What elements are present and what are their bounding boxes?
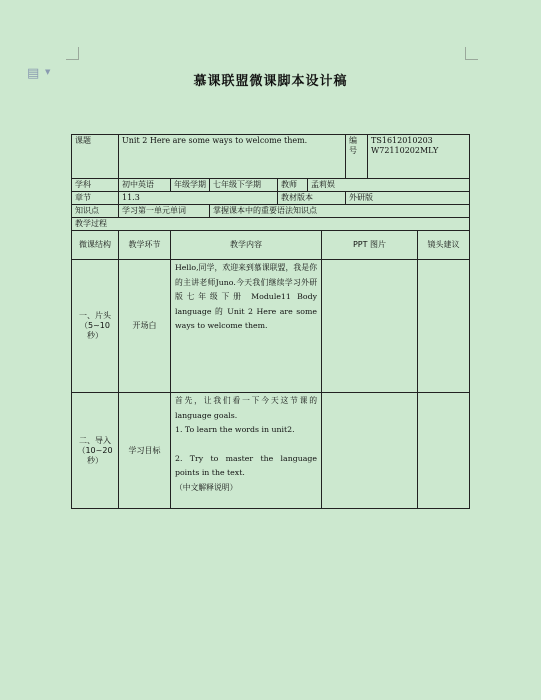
document-icon[interactable]: ▤ ▼ bbox=[27, 66, 51, 81]
row2-ppt bbox=[322, 393, 418, 509]
table-row bbox=[72, 205, 470, 218]
row1-step: 开场白 bbox=[119, 260, 171, 393]
row1-structure-line2: （5~10 bbox=[80, 321, 110, 330]
row1-content: Hello,同学，欢迎来到慕课联盟，我是你的主讲老师Juno.今天我们继续学习外研版七年级下册 Module11 Body language 的 Unit 2 Here are some ways to welcome them. bbox=[171, 260, 322, 393]
process-label: 教学过程 bbox=[72, 218, 470, 231]
row2-content-spacer bbox=[175, 438, 317, 452]
table-row bbox=[72, 260, 470, 393]
row1-structure-line1: 一、片头 bbox=[79, 311, 111, 320]
chevron-down-icon[interactable]: ▼ bbox=[45, 68, 51, 76]
id-label: 编号 bbox=[346, 135, 368, 179]
lesson-script-table bbox=[71, 134, 470, 509]
row2-structure-line1: 二、导入 bbox=[79, 435, 111, 445]
row1-camera bbox=[418, 260, 470, 393]
topic-label: 课题 bbox=[72, 135, 119, 179]
row2-content-p3: 2. Try to master the language points in the text. bbox=[175, 453, 317, 477]
teacher-label: 教师 bbox=[278, 179, 308, 192]
chapter-label: 章节 bbox=[72, 192, 119, 205]
id-value bbox=[368, 135, 470, 179]
row2-step: 学习目标 bbox=[119, 393, 171, 509]
id-value-line2: W72110202MLY bbox=[371, 146, 439, 155]
row2-content-p1: 首先，让我们看一下今天这节课的 language goals. bbox=[175, 396, 317, 420]
row2-content-p2: 1. To learn the words in unit2. bbox=[175, 425, 295, 434]
table-row bbox=[72, 135, 470, 179]
row2-structure bbox=[72, 393, 119, 509]
row2-content-p4: （中文解释说明） bbox=[175, 482, 238, 492]
row2-structure-line2: （10~20 bbox=[77, 445, 113, 455]
subject-label: 学科 bbox=[72, 179, 119, 192]
table-header-row bbox=[72, 231, 470, 260]
column-header-camera: 镜头建议 bbox=[418, 231, 470, 260]
row2-camera bbox=[418, 393, 470, 509]
edition-label: 教材版本 bbox=[278, 192, 346, 205]
id-value-line1: TS1612010203 bbox=[371, 136, 433, 145]
row1-ppt bbox=[322, 260, 418, 393]
page-corner-mark-top-left bbox=[66, 47, 79, 60]
column-header-ppt: PPT 图片 bbox=[322, 231, 418, 260]
column-header-step: 教学环节 bbox=[119, 231, 171, 260]
table-row bbox=[72, 218, 470, 231]
topic-value: Unit 2 Here are some ways to welcome them. bbox=[119, 135, 346, 179]
subject-value: 初中英语 bbox=[119, 179, 171, 192]
document-title: 慕课联盟微课脚本设计稿 bbox=[193, 74, 348, 89]
page-corner-mark-top-right bbox=[465, 47, 478, 60]
grade-value: 七年级下学期 bbox=[210, 179, 278, 192]
table-row bbox=[72, 192, 470, 205]
grade-label: 年级学期 bbox=[171, 179, 210, 192]
table-row bbox=[72, 179, 470, 192]
knowledge-value: 学习第一单元单词 bbox=[119, 205, 210, 218]
row1-structure-line3: 秒） bbox=[87, 331, 103, 340]
teacher-value: 孟莉娱 bbox=[308, 179, 470, 192]
row1-structure bbox=[72, 260, 119, 393]
column-header-structure: 微课结构 bbox=[72, 231, 119, 260]
edition-value: 外研版 bbox=[346, 192, 470, 205]
row2-structure-line3: 秒） bbox=[87, 455, 103, 465]
row2-content bbox=[171, 393, 322, 509]
table-row bbox=[72, 393, 470, 509]
knowledge-label: 知识点 bbox=[72, 205, 119, 218]
chapter-value: 11.3 bbox=[119, 192, 278, 205]
knowledge-goal: 掌握课本中的重要语法知识点 bbox=[210, 205, 470, 218]
column-header-content: 教学内容 bbox=[171, 231, 322, 260]
